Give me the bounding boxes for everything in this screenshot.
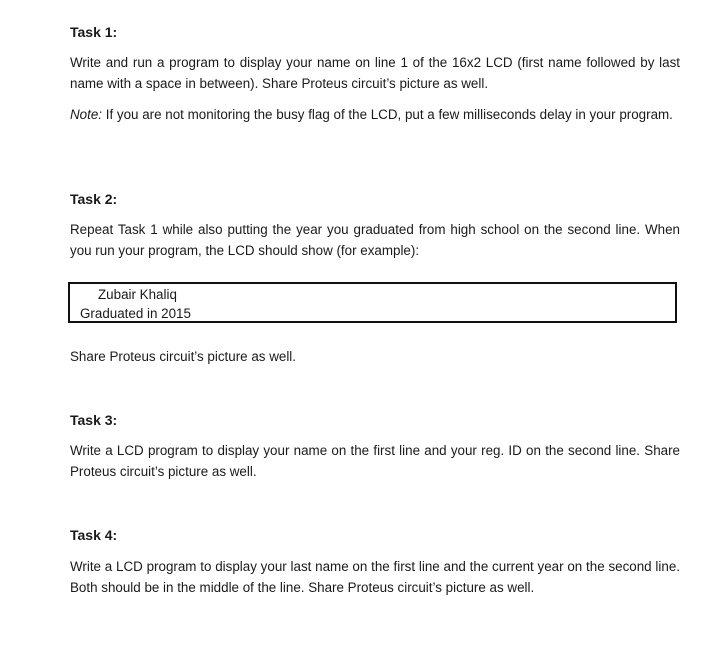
- task1-note: [70, 104, 680, 125]
- task2-title: Task 2:: [70, 191, 118, 207]
- task1-note-text: If you are not monitoring the busy flag of the LCD, put a few milliseconds delay in your program.: [102, 107, 673, 122]
- task2-share-text: Share Proteus circuit’s picture as well.: [70, 349, 296, 364]
- document-page: [70, 0, 682, 662]
- task3-description: Write a LCD program to display your name on the first line and your reg. ID on the second line. Share Proteus circuit’s picture as well.: [70, 443, 680, 479]
- task2-description: Repeat Task 1 while also putting the year you graduated from high school on the second line. When you run your program, the LCD should show (for example):: [70, 222, 680, 258]
- task1-title: Task 1:: [70, 24, 118, 40]
- task4-description: Write a LCD program to display your last name on the first line and the current year on the second line. Both should be in the middle of the line. Share Proteus circuit’s picture as well.: [70, 559, 680, 595]
- task1-description: Write and run a program to display your name on line 1 of the 16x2 LCD (first name followed by last name with a space in between). Share Proteus circuit’s picture as well.: [70, 55, 680, 91]
- lcd-example-line-2: Graduated in 2015: [80, 306, 191, 321]
- task3-title: Task 3:: [70, 412, 118, 428]
- task1-note-label: Note:: [70, 107, 103, 122]
- lcd-example-box: [68, 282, 677, 323]
- lcd-example-line-1: Zubair Khaliq: [98, 287, 177, 302]
- task4-title: Task 4:: [70, 527, 118, 543]
